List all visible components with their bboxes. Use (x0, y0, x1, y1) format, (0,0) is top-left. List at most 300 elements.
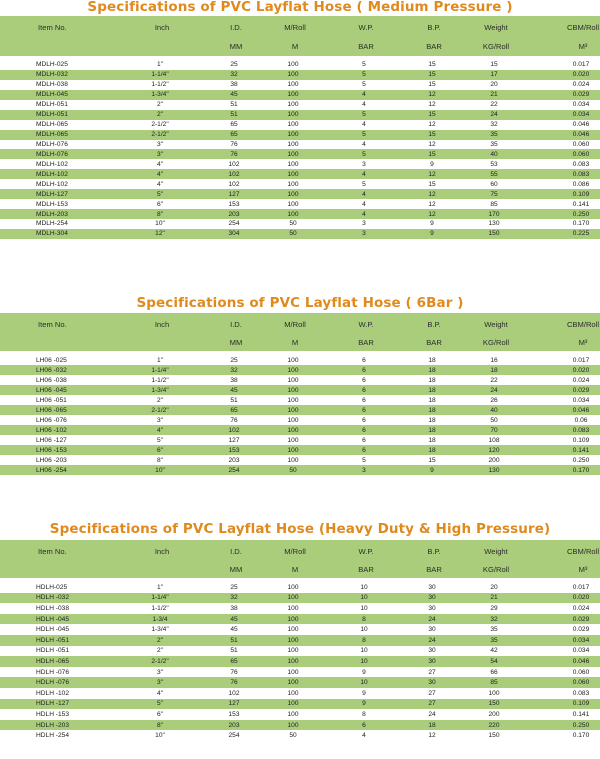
table-title: Specifications of PVC Layflat Hose ( Medium Pressure ) (87, 0, 513, 15)
cell-inch: 2-1/2" (151, 406, 169, 414)
col-header-wp: W.P. (358, 546, 374, 556)
cell-weight: 24 (490, 111, 498, 119)
cell-item-no: HDLH -045 (36, 615, 69, 623)
table-row (0, 688, 600, 699)
cell-cbm-roll: 0.029 (572, 386, 590, 394)
cell-wp: 10 (360, 604, 368, 612)
cell-inch: 1-3/4" (151, 626, 169, 634)
unit-id: MM (229, 565, 243, 574)
cell-cbm-roll: 0.046 (572, 131, 590, 139)
cell-cbm-roll: 0.034 (572, 101, 590, 109)
cell-cbm-roll: 0.250 (572, 456, 590, 464)
cell-inch: 5" (156, 190, 163, 198)
cell-weight: 32 (490, 121, 498, 129)
unit-wp: BAR (358, 338, 374, 347)
cell-inch: 1" (156, 356, 163, 364)
cell-item-no: MDLH-102 (36, 170, 68, 178)
table-row (0, 149, 600, 159)
cell-inch: 1-1/4" (151, 366, 169, 374)
table-row (0, 582, 600, 593)
cell-weight: 32 (490, 615, 498, 623)
cell-item-no: MDLH-051 (36, 101, 68, 109)
cell-item-no: LH06 -127 (36, 436, 67, 444)
col-header-item-no: Item No. (38, 22, 67, 32)
cell-wp: 4 (362, 200, 366, 208)
cell-inch: 2-1/2" (151, 121, 169, 129)
cell-cbm-roll: 0.083 (572, 170, 590, 178)
cell-wp: 6 (362, 406, 366, 414)
cell-bp: 15 (428, 61, 436, 69)
cell-item-no: MDLH-102 (36, 180, 68, 188)
cell-bp: 12 (428, 200, 436, 208)
cell-inch: 2-1/2" (151, 657, 169, 665)
table-row (0, 355, 600, 365)
cell-weight: 150 (488, 230, 500, 238)
cell-bp: 9 (430, 466, 434, 474)
cell-bp: 12 (428, 140, 436, 148)
cell-wp: 5 (362, 150, 366, 158)
cell-bp: 24 (428, 710, 436, 718)
cell-item-no: HDLH -153 (36, 710, 69, 718)
table-row (0, 699, 600, 710)
table-body (0, 60, 600, 239)
cell-m-roll: 50 (289, 230, 297, 238)
cell-weight: 200 (488, 456, 500, 464)
cell-id: 45 (230, 626, 238, 634)
cell-bp: 18 (428, 386, 436, 394)
cell-item-no: LH06 -045 (36, 386, 67, 394)
col-header-weight: Weight (484, 22, 508, 32)
cell-weight: 108 (488, 436, 500, 444)
col-header-item-no: Item No. (38, 546, 67, 556)
cell-m-roll: 100 (287, 101, 299, 109)
cell-weight: 50 (490, 416, 498, 424)
cell-cbm-roll: 0.141 (572, 200, 590, 208)
cell-wp: 5 (362, 111, 366, 119)
cell-item-no: LH06 -076 (36, 416, 67, 424)
cell-id: 102 (228, 180, 240, 188)
cell-id: 65 (230, 131, 238, 139)
cell-inch: 8" (156, 210, 163, 218)
cell-inch: 1" (156, 61, 163, 69)
table-row (0, 435, 600, 445)
table-row (0, 624, 600, 635)
table-row (0, 70, 600, 80)
cell-weight: 21 (490, 594, 498, 602)
cell-item-no: HDLH-025 (36, 583, 68, 591)
cell-inch: 10" (155, 220, 165, 228)
cell-id: 65 (230, 121, 238, 129)
header-units-row (0, 334, 600, 351)
cell-weight: 22 (490, 376, 498, 384)
cell-cbm-roll: 0.046 (572, 121, 590, 129)
cell-item-no: HDLH -102 (36, 689, 69, 697)
cell-cbm-roll: 0.020 (572, 71, 590, 79)
cell-m-roll: 100 (287, 61, 299, 69)
col-header-cbm-roll: CBM/Roll (566, 22, 600, 32)
cell-wp: 10 (360, 679, 368, 687)
cell-m-roll: 100 (287, 150, 299, 158)
cell-bp: 24 (428, 636, 436, 644)
cell-weight: 70 (490, 426, 498, 434)
cell-id: 254 (228, 732, 240, 740)
col-header-inch: Inch (154, 319, 170, 329)
cell-weight: 60 (490, 180, 498, 188)
cell-inch: 1-3/4" (151, 386, 169, 394)
cell-weight: 15 (490, 61, 498, 69)
cell-inch: 4" (156, 180, 163, 188)
cell-weight: 16 (490, 356, 498, 364)
cell-item-no: LH06 -065 (36, 406, 67, 414)
cell-id: 102 (228, 426, 240, 434)
cell-weight: 53 (490, 160, 498, 168)
cell-inch: 1" (156, 583, 163, 591)
table-row (0, 140, 600, 150)
cell-weight: 35 (490, 626, 498, 634)
cell-inch: 1-1/2" (151, 604, 169, 612)
cell-item-no: HDLH -051 (36, 647, 69, 655)
cell-cbm-roll: 0.046 (572, 657, 590, 665)
cell-weight: 54 (490, 657, 498, 665)
cell-id: 51 (230, 101, 238, 109)
col-header-bp: B.P. (427, 22, 441, 32)
cell-item-no: LH06 -038 (36, 376, 67, 384)
cell-inch: 4" (156, 160, 163, 168)
cell-cbm-roll: 0.034 (572, 396, 590, 404)
cell-inch: 1-1/2" (151, 81, 169, 89)
table-row (0, 110, 600, 120)
cell-id: 25 (230, 356, 238, 364)
col-header-m-roll: M/Roll (284, 22, 306, 32)
cell-m-roll: 100 (287, 689, 299, 697)
table-row (0, 395, 600, 405)
cell-id: 38 (230, 81, 238, 89)
table-row (0, 209, 600, 219)
cell-wp: 6 (362, 416, 366, 424)
cell-cbm-roll: 0.029 (572, 91, 590, 99)
cell-bp: 24 (428, 615, 436, 623)
col-header-cbm-roll: CBM/Roll (566, 319, 600, 329)
cell-weight: 35 (490, 131, 498, 139)
cell-id: 25 (230, 583, 238, 591)
cell-id: 304 (228, 230, 240, 238)
cell-wp: 4 (362, 121, 366, 129)
table-row (0, 709, 600, 720)
col-header-weight: Weight (484, 319, 508, 329)
cell-weight: 42 (490, 647, 498, 655)
cell-wp: 3 (362, 466, 366, 474)
cell-bp: 15 (428, 131, 436, 139)
cell-item-no: MDLH-032 (36, 71, 68, 79)
table-row (0, 656, 600, 667)
table-row (0, 130, 600, 140)
cell-wp: 3 (362, 230, 366, 238)
table-row (0, 445, 600, 455)
cell-weight: 170 (488, 210, 500, 218)
cell-bp: 30 (428, 657, 436, 665)
cell-m-roll: 100 (287, 626, 299, 634)
cell-m-roll: 100 (287, 210, 299, 218)
cell-m-roll: 100 (287, 180, 299, 188)
cell-m-roll: 100 (287, 426, 299, 434)
cell-wp: 6 (362, 376, 366, 384)
cell-m-roll: 100 (287, 140, 299, 148)
cell-cbm-roll: 0.250 (572, 721, 590, 729)
unit-bp: BAR (426, 338, 442, 347)
cell-inch: 1-1/4" (151, 71, 169, 79)
cell-bp: 18 (428, 396, 436, 404)
unit-wp: BAR (358, 565, 374, 574)
unit-bp: BAR (426, 42, 442, 51)
cell-id: 127 (228, 436, 240, 444)
cell-m-roll: 100 (287, 647, 299, 655)
cell-inch: 3" (156, 668, 163, 676)
cell-m-roll: 100 (287, 131, 299, 139)
cell-m-roll: 100 (287, 668, 299, 676)
cell-cbm-roll: 0.170 (572, 732, 590, 740)
cell-bp: 30 (428, 626, 436, 634)
cell-item-no: LH06 -254 (36, 466, 67, 474)
cell-inch: 2" (156, 396, 163, 404)
unit-weight: KG/Roll (482, 42, 510, 51)
cell-inch: 1-1/4" (151, 594, 169, 602)
cell-cbm-roll: 0.029 (572, 626, 590, 634)
cell-inch: 6" (156, 710, 163, 718)
cell-id: 76 (230, 140, 238, 148)
cell-wp: 5 (362, 456, 366, 464)
cell-inch: 6" (156, 200, 163, 208)
cell-cbm-roll: 0.060 (572, 668, 590, 676)
cell-weight: 220 (488, 721, 500, 729)
cell-wp: 4 (362, 732, 366, 740)
cell-id: 102 (228, 689, 240, 697)
cell-id: 76 (230, 150, 238, 158)
cell-cbm-roll: 0.141 (572, 446, 590, 454)
cell-bp: 12 (428, 732, 436, 740)
spec-table-6bar (0, 296, 600, 475)
table-row (0, 667, 600, 678)
cell-wp: 9 (362, 700, 366, 708)
cell-bp: 18 (428, 446, 436, 454)
header-units-row (0, 37, 600, 56)
cell-id: 203 (228, 456, 240, 464)
cell-item-no: MDLH-045 (36, 91, 68, 99)
unit-id: MM (229, 338, 243, 347)
cell-id: 51 (230, 396, 238, 404)
cell-id: 25 (230, 61, 238, 69)
cell-weight: 24 (490, 386, 498, 394)
cell-inch: 4" (156, 170, 163, 178)
cell-weight: 29 (490, 604, 498, 612)
cell-inch: 2-1/2" (151, 131, 169, 139)
table-row (0, 365, 600, 375)
cell-inch: 2" (156, 101, 163, 109)
table-row (0, 465, 600, 475)
cell-weight: 40 (490, 406, 498, 414)
cell-id: 32 (230, 594, 238, 602)
cell-wp: 4 (362, 101, 366, 109)
cell-item-no: HDLH -065 (36, 657, 69, 665)
col-header-id: I.D. (230, 22, 242, 32)
table-row (0, 80, 600, 90)
unit-cbm-roll: M³ (578, 42, 588, 51)
cell-item-no: LH06 -102 (36, 426, 67, 434)
cell-cbm-roll: 0.086 (572, 180, 590, 188)
cell-bp: 30 (428, 583, 436, 591)
cell-wp: 4 (362, 210, 366, 218)
cell-bp: 12 (428, 101, 436, 109)
cell-weight: 130 (488, 466, 500, 474)
cell-item-no: HDLH -045 (36, 626, 69, 634)
cell-weight: 18 (490, 366, 498, 374)
cell-inch: 3" (156, 679, 163, 687)
cell-cbm-roll: 0.046 (572, 406, 590, 414)
cell-m-roll: 100 (287, 190, 299, 198)
cell-item-no: MDLH-254 (36, 220, 68, 228)
cell-inch: 1-1/2" (151, 376, 169, 384)
cell-bp: 15 (428, 180, 436, 188)
table-body (0, 355, 600, 475)
cell-inch: 5" (156, 436, 163, 444)
cell-wp: 6 (362, 436, 366, 444)
cell-wp: 6 (362, 356, 366, 364)
cell-cbm-roll: 0.034 (572, 647, 590, 655)
cell-item-no: LH06 -025 (36, 356, 67, 364)
cell-item-no: MDLH-102 (36, 160, 68, 168)
col-header-m-roll: M/Roll (284, 546, 306, 556)
cell-weight: 17 (490, 71, 498, 79)
cell-id: 65 (230, 406, 238, 414)
cell-item-no: HDLH -127 (36, 700, 69, 708)
cell-wp: 6 (362, 386, 366, 394)
cell-m-roll: 100 (287, 416, 299, 424)
cell-cbm-roll: 0.017 (572, 356, 590, 364)
table-row (0, 100, 600, 110)
cell-bp: 15 (428, 71, 436, 79)
cell-id: 102 (228, 160, 240, 168)
spec-table-medium-pressure (0, 0, 600, 239)
cell-wp: 8 (362, 636, 366, 644)
table-row (0, 405, 600, 415)
table-row (0, 614, 600, 625)
cell-bp: 12 (428, 210, 436, 218)
cell-inch: 12" (155, 230, 165, 238)
table-row (0, 730, 600, 741)
table-row (0, 455, 600, 465)
cell-bp: 12 (428, 91, 436, 99)
cell-wp: 10 (360, 594, 368, 602)
cell-m-roll: 50 (289, 732, 297, 740)
cell-weight: 40 (490, 150, 498, 158)
cell-cbm-roll: 0.141 (572, 710, 590, 718)
cell-cbm-roll: 0.024 (572, 376, 590, 384)
cell-item-no: HDLH -203 (36, 721, 69, 729)
cell-bp: 15 (428, 111, 436, 119)
cell-weight: 20 (490, 583, 498, 591)
cell-m-roll: 100 (287, 679, 299, 687)
table-row (0, 60, 600, 70)
cell-m-roll: 100 (287, 446, 299, 454)
cell-cbm-roll: 0.029 (572, 615, 590, 623)
cell-wp: 5 (362, 131, 366, 139)
cell-id: 51 (230, 647, 238, 655)
table-row (0, 677, 600, 688)
table-body (0, 582, 600, 741)
cell-inch: 2" (156, 636, 163, 644)
cell-item-no: HDLH -038 (36, 604, 69, 612)
table-row (0, 385, 600, 395)
cell-m-roll: 100 (287, 456, 299, 464)
table-header (0, 313, 600, 351)
cell-m-roll: 100 (287, 170, 299, 178)
cell-inch: 10" (155, 732, 165, 740)
cell-m-roll: 100 (287, 111, 299, 119)
cell-id: 203 (228, 210, 240, 218)
cell-inch: 6" (156, 446, 163, 454)
cell-item-no: LH06 -153 (36, 446, 67, 454)
cell-inch: 1-3/4" (151, 91, 169, 99)
cell-cbm-roll: 0.060 (572, 140, 590, 148)
unit-cbm-roll: M³ (578, 565, 588, 574)
unit-weight: KG/Roll (482, 565, 510, 574)
cell-weight: 85 (490, 200, 498, 208)
header-labels-row (0, 16, 600, 37)
cell-item-no: HDLH -076 (36, 679, 69, 687)
cell-id: 38 (230, 604, 238, 612)
unit-wp: BAR (358, 42, 374, 51)
table-row (0, 159, 600, 169)
cell-bp: 27 (428, 700, 436, 708)
cell-bp: 18 (428, 721, 436, 729)
cell-wp: 4 (362, 91, 366, 99)
col-header-item-no: Item No. (38, 319, 67, 329)
unit-m-roll: M (291, 338, 299, 347)
header-units-row (0, 561, 600, 578)
cell-cbm-roll: 0.109 (572, 436, 590, 444)
cell-bp: 12 (428, 121, 436, 129)
cell-cbm-roll: 0.250 (572, 210, 590, 218)
cell-m-roll: 100 (287, 636, 299, 644)
cell-bp: 18 (428, 426, 436, 434)
unit-m-roll: M (291, 42, 299, 51)
cell-weight: 150 (488, 732, 500, 740)
cell-item-no: LH06 -051 (36, 396, 67, 404)
cell-weight: 26 (490, 396, 498, 404)
cell-wp: 10 (360, 657, 368, 665)
cell-id: 76 (230, 679, 238, 687)
cell-cbm-roll: 0.083 (572, 160, 590, 168)
cell-bp: 18 (428, 376, 436, 384)
cell-inch: 4" (156, 689, 163, 697)
cell-weight: 130 (488, 220, 500, 228)
cell-weight: 200 (488, 710, 500, 718)
cell-item-no: LH06 -203 (36, 456, 67, 464)
cell-item-no: HDLH -076 (36, 668, 69, 676)
cell-weight: 35 (490, 636, 498, 644)
col-header-inch: Inch (154, 546, 170, 556)
cell-bp: 27 (428, 689, 436, 697)
spec-table-heavy-duty (0, 520, 600, 741)
cell-item-no: MDLH-025 (36, 61, 68, 69)
cell-weight: 20 (490, 81, 498, 89)
col-header-wp: W.P. (358, 319, 374, 329)
cell-cbm-roll: 0.225 (572, 230, 590, 238)
cell-bp: 9 (430, 220, 434, 228)
cell-m-roll: 100 (287, 436, 299, 444)
col-header-cbm-roll: CBM/Roll (566, 546, 600, 556)
cell-weight: 75 (490, 190, 498, 198)
cell-weight: 35 (490, 140, 498, 148)
